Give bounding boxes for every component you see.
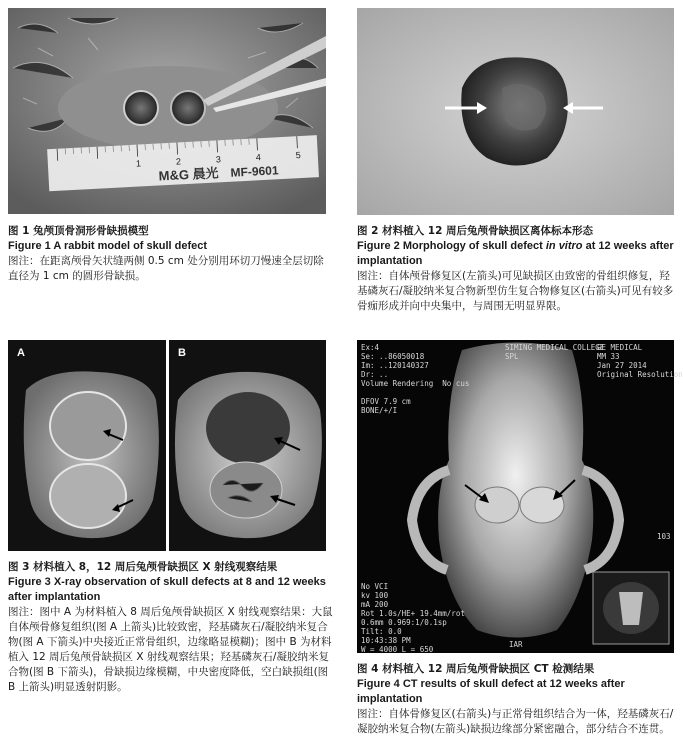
figure3-caption [8, 560, 334, 695]
specimen-image [357, 8, 674, 215]
ruler-number: 4 [255, 152, 262, 163]
ruler-number: 1 [135, 158, 142, 169]
figure1-title-cn: 图 1 兔颅顶骨洞形骨缺损模型 [8, 225, 149, 237]
ruler-brand: M&G 晨光 [158, 165, 219, 184]
figure4-note: 图注：自体骨修复区(右箭头)与正常骨组织结合为一体，羟基磷灰石/凝胶纳米复合物(左箭头)缺损边缘部分紧密融合，部分结合不连贯。 [357, 708, 674, 735]
ct-inset-thumbnail [593, 572, 669, 644]
ruler-number: 2 [175, 156, 182, 167]
ct-top-overlay: SIMING MEDICAL COLLEGE SPL [505, 343, 605, 361]
figure3-photo [8, 340, 326, 551]
ruler-model: MF-9601 [230, 163, 279, 180]
figure1-note: 图注：在距离颅骨矢状缝两侧 0.5 cm 处分别用环切刀慢速全层切除直径为 1 cm 的圆形骨缺损。 [8, 255, 324, 282]
ct-bottom-label: IAR [509, 640, 523, 649]
panel-a-label: A [17, 347, 25, 359]
ct-right-overlay: GE MEDICAL MM 33 Jan 27 2014 Original Resolution [597, 343, 683, 379]
ruler-number: 3 [215, 154, 222, 165]
ruler-number: 5 [295, 150, 302, 161]
ct-right-mid-label: 103 [657, 532, 671, 541]
figure1-title-en: Figure 1 A rabbit model of skull defect [8, 240, 208, 252]
figure1-photo [8, 8, 326, 214]
figure4-photo [357, 340, 683, 654]
xray-image [8, 340, 326, 551]
figure3-title-en: Figure 3 X-ray observation of skull defects at 8 and 12 weeks after implantation [8, 576, 326, 603]
xray-panel-b [175, 372, 322, 538]
figure4-title-en: Figure 4 CT results of skull defect at 12 weeks after implantation [357, 678, 625, 705]
figure3-title-cn: 图 3 材料植入 8，12 周后兔颅骨缺损区 X 射线观察结果 [8, 561, 278, 573]
figure1-caption [8, 224, 334, 284]
figure4-caption [357, 662, 677, 737]
rabbit-skull-defect-image [8, 8, 326, 214]
ct-left-overlay: Ex:4 Se: ..86050018 Im: ..120140327 Dr: .. Volume Rendering No cus DFOV 7.9 cm BONE/+/I [361, 343, 470, 415]
figure2-title-en: Figure 2 Morphology of skull defect in vitro at 12 weeks after implantation [357, 240, 674, 267]
figure2-photo [357, 8, 674, 215]
figure4-title-cn: 图 4 材料植入 12 周后兔颅骨缺损区 CT 检测结果 [357, 663, 595, 675]
figure2-note: 图注：自体颅骨修复区(左箭头)可见缺损区由致密的骨组织修复，羟基磷灰石/凝胶纳米复合物新型仿生复合物修复区(右箭头)可见有较多骨痂形成并向中央集中，与周围无明显界限。 [357, 270, 674, 312]
ct-bottom-overlay: No VCI kv 100 mA 200 Rot 1.0s/HE+ 19.4mm/rot 0.6mm 0.969:1/0.1sp Tilt: 0.0 10:43:38 PM W = 4000 L = 650 [361, 582, 465, 654]
figure3-note: 图注：图中 A 为材料植入 8 周后兔颅骨缺损区 X 射线观察结果：大鼠自体颅骨修复组织(图 A 上箭头)比较致密，羟基磷灰石/凝胶纳米复合物(图 A 下箭头)中央接近正常骨组织，边缘略显模糊)；图中 B 为材料植入 12 周后兔颅骨缺损区 X 射线观察结果；羟基磷灰石/凝胶纳米复合物(图 B 下箭头)，骨缺损边缘模糊，中央密度降低，空白缺损组(图 B 上箭头)明显透射阴影。 [8, 606, 333, 693]
panel-b-label: B [178, 347, 186, 359]
figure2-title-cn: 图 2 材料植入 12 周后兔颅骨缺损区离体标本形态 [357, 225, 594, 237]
xray-panel-a [24, 371, 159, 538]
figure2-caption [357, 224, 677, 314]
